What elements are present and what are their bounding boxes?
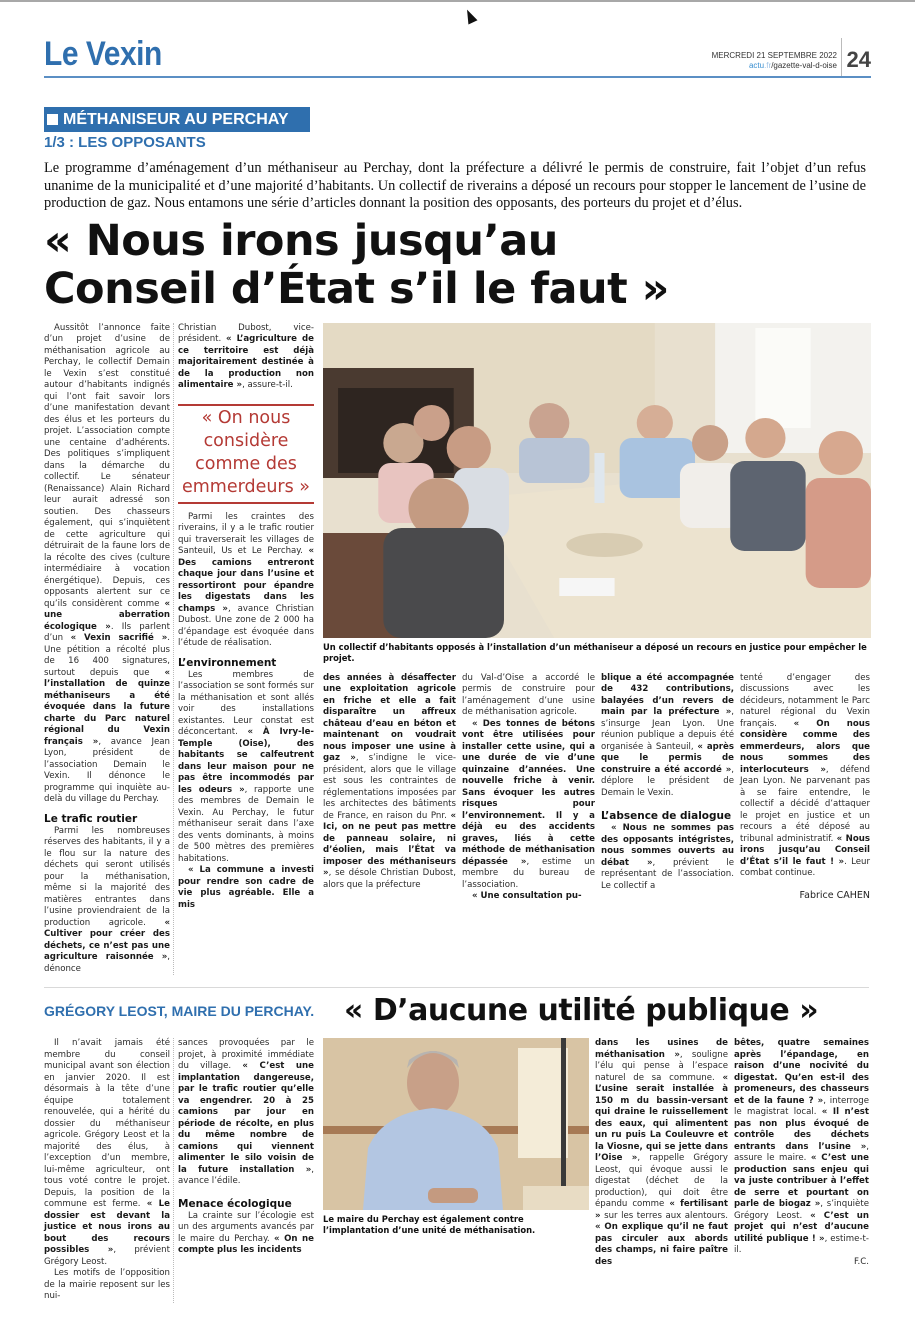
quote-run: « Des tonnes de bétons vont être utilisées pour installer cette usine, qui a une durée de vie d’une quinzaine d’années. Une nouvelle friche à venir. Sans évoquer les autres risques pour l’environnement. Il y a déjà eu des accidents graves, liés à cette méthode de méthanisation dépassée »	[462, 718, 595, 867]
paragraph	[44, 323, 170, 806]
paragraph	[178, 865, 314, 911]
paragraph	[178, 323, 314, 392]
quote-run: dans les usines de méthanisation »	[595, 1038, 728, 1060]
article1-column-2	[174, 323, 314, 912]
text-run: . Une pétition a récolté plus de 16 400 signatures, surtout depuis que	[44, 633, 170, 678]
paragraph	[44, 1038, 170, 1268]
text-run: , avance Jean Lyon, président de l’association Demain le Vexin. Il dénonce le programme qui inquiète au-delà du village du Perchay.	[44, 736, 170, 804]
headline-line-1: « Nous irons jusqu’au	[44, 215, 558, 266]
paragraph	[462, 891, 595, 903]
page-dateline	[712, 51, 837, 71]
text-run: du Val-d’Oise a accordé le permis de construire pour l’aménagement d’une usine de méthanisation agricole.	[462, 672, 595, 717]
text-run: , avance Christian Dubost. Une zone de 2 000 ha d’épandage est évoquée dans l’étude de réalisation.	[178, 603, 314, 648]
text-run: , prévient le représentant de l’association. Le collectif a	[601, 857, 734, 891]
article-separator	[44, 987, 869, 988]
mayor-photo-block	[314, 1038, 589, 1236]
article2-kicker: GRÉGORY LEOST, MAIRE DU PERCHAY.	[44, 1003, 315, 1019]
paragraph	[740, 673, 870, 880]
subheading-menace: Menace écologique	[178, 1197, 292, 1210]
paragraph	[601, 673, 734, 800]
article1-column-4	[462, 673, 595, 903]
site-brand: actu	[748, 61, 765, 70]
quote-run: « Nous irons jusqu’au Conseil d’État s’il le faut ! »	[740, 833, 871, 867]
page-number: 24	[846, 47, 871, 72]
text-run: Parmi les craintes des riverains, il y a le trafic routier qui traverserait les villages de Santeuil, Us et Le Perchay.	[178, 511, 314, 556]
quote-run: « Nous ne sommes pas des opposants intégristes, nous sommes ouverts au débat »	[601, 823, 734, 868]
article2-column-4	[728, 1038, 869, 1268]
quote-run: « C’est une implantation dangereuse, par le trafic routier qu’elle va engendrer. 20 à 25 camions par jour en période de récolte, en plus du même nombre de camions qui viennent alimenter le silo voisin de la future installation »	[178, 1061, 314, 1175]
quote-run: « À Ivry-le-Temple (Oise), des habitants se calfeutrent dans leur maison pour ne pas être incommodés par les odeurs »	[178, 727, 314, 795]
text-run: sances provoquées par le projet, à proximité immédiate du village.	[178, 1038, 314, 1071]
text-run: Parmi les nombreuses réserves des habitants, il y a le flou sur la nature des déchets qui seront utilisés pour la méthanisation, même si la majorité des matières entrantes dans l’usine proviendraient de la production agricole.	[44, 825, 170, 928]
paragraph	[178, 512, 314, 650]
text-run: Les membres de l’association se sont formés sur la méthanisation et sont allés voir des installations existantes. Leur constat est déconcertant.	[178, 669, 314, 737]
article2-column-1	[44, 1038, 174, 1303]
article1-right-block	[314, 323, 871, 903]
quote-run: « Il n’est pas non plus évoqué de contrôle des déchets entrants dans l’usine »	[734, 1107, 869, 1152]
quote-run: « Cultiver pour créer des déchets, ce n’est pas une agriculture raisonnée »	[44, 917, 170, 962]
article-headline	[44, 217, 871, 313]
quote-run: « On ne compte plus les incidents	[178, 1233, 315, 1255]
text-run: Christian Dubost, vice-président.	[178, 322, 314, 344]
quote-run: « Des camions entreront chaque jour dans l’usine et ressortiront pour épandre les digestats dans les champs »	[178, 546, 314, 614]
article2-column-2	[174, 1038, 314, 1257]
quote-run: « Vexin sacrifié »	[70, 633, 168, 643]
subheading-trafic: Le trafic routier	[44, 812, 138, 825]
quote-run: « On nous considère comme des emmerdeurs, alors que nous sommes des interlocuteurs »	[740, 718, 870, 775]
quote-run: « l’installation de quinze méthaniseurs a été évoquée dans la future charte du Parc naturel régional du Vexin français »	[44, 667, 170, 747]
quote-run: « On explique qu’il ne faut pas circuler aux abords des champs, ni faire paître des	[595, 1222, 728, 1267]
text-run: , dénonce	[44, 952, 170, 974]
article1-column-3	[323, 673, 456, 892]
quote-run: « L’usine serait installée à 150 m du bassin-versant qui draine le ruissellement des eaux, qui alimentent un ru puis La Couleuvre et la Viosne, qui se jette dans l’Oise »	[595, 1072, 728, 1163]
article1-lower-columns	[323, 673, 871, 903]
text-run: , estime un membre du bureau de l’association.	[462, 856, 595, 890]
text-run: , interroge le magistrat local.	[734, 1095, 869, 1117]
quote-run: « Ici, on ne peut pas mettre de panneau solaire, ni d’éolien, mais l’État va imposer des méthaniseurs »	[323, 810, 456, 878]
article2-column-3	[589, 1038, 728, 1268]
article-lead: Le programme d’aménagement d’un méthaniseur au Perchay, dont la préfecture a délivré le permis de construire, fait l’objet d’un refus unanime de la municipalité et d’une majorité d’habitants. Un collectif de riverains a déposé un recours pour stopper le lancement de l’usine de production de gaz. Nous entamons une série d’articles donnant la position des opposants, des porteurs du projet et d’élus.	[44, 160, 866, 211]
article2-body	[44, 1038, 871, 1303]
quote-run: blique a été accompagnée de 432 contributions, balayées d’un revers de main par la préfecture »	[601, 672, 734, 717]
quote-run: « Le dossier est devant la justice et nous irons au bout des recours possibles »	[44, 1199, 170, 1255]
text-run: La crainte sur l’écologie est un des arguments avancés par le maire du Perchay.	[178, 1210, 314, 1244]
author-signature: Fabrice CAHEN	[799, 889, 870, 901]
quote-run: « fertilisant »	[595, 1199, 728, 1221]
paragraph	[323, 673, 456, 892]
headline-line-2: Conseil d’État s’il le faut »	[44, 263, 669, 314]
square-bullet-icon	[47, 114, 58, 125]
text-run: , défend Jean Lyon. Ne parvenant pas à se faire entendre, le collectif a décidé d’attaquer le projet en justice et un recours a été déposé au tribunal administratif.	[740, 764, 870, 844]
text-run: Il n’avait jamais été membre du conseil municipal avant son élection en janvier 2020. Il est désormais à la tête d’une équipe totalement renouvelée, qui a hérité du dossier du méthaniseur agricole. Grégory Leost et la majorité des élus, à l’exception d’un membre, lui-même agriculteur, ont tous voté contre le projet. Depuis, la position de la commune est ferme.	[44, 1038, 170, 1209]
page-header	[44, 34, 871, 78]
group-photo-caption: Un collectif d’habitants opposés à l’installation d’un méthaniseur a déposé un recours en justice pour empêcher le projet.	[323, 641, 867, 663]
text-run: , se désole Christian Dubost, alors que la préfecture	[323, 868, 456, 890]
paragraph	[462, 673, 595, 719]
quote-run: « Une consultation pu-	[472, 891, 582, 901]
text-run: Aussitôt l’annonce faite d’un projet d’usine de méthanisation agricole au Perchay, le collectif Demain le Vexin s’est constitué autour d’habitants indignés qui l’ont fait savoir lors d’une manifestation devant des élus et les porteurs du projet. L’association compte une centaine d’adhérents. Des politiques s’impliquent dans la démarche du collectif. Le sénateur (Renaissance) Alain Richard leur aurait adressé son soutien. Des chasseurs également, qui s’inquiètent de cette agriculture qui détruirait de la faune lors de la récolte des cives (culture intermédiaire à vocation énergétique). Depuis, ces opposants alertent sur ce qu’ils considèrent comme	[44, 322, 170, 609]
text-run: , déplore le président de Demain le Vexin.	[601, 764, 734, 798]
series-label: 1/3 : LES OPPOSANTS	[44, 134, 206, 151]
paragraph	[178, 1211, 314, 1257]
text-run: , assure le maire.	[734, 1141, 869, 1163]
quote-run: bêtes, quatre semaines après l’épandage, en raison d’une nocivité du digestat. Qu’en est-il des promeneurs, des chasseurs et de la faune ? »	[734, 1038, 869, 1106]
quote-run: « après que le permis de construire a été accordé »	[601, 741, 734, 775]
text-run: . Ils parlent d’un	[44, 621, 170, 643]
pull-quote: « On nous considère comme des emmerdeurs »	[178, 404, 314, 504]
quote-run: « C’est un projet qui n’est d’aucune utilité publique ! »	[734, 1210, 869, 1244]
paragraph	[44, 826, 170, 976]
text-run: , s’indigne le vice-président, alors que le village est sous les contraintes de réglementations imposées par les architectes des bâtiments de France, en raison du Pnr.	[323, 753, 457, 821]
subheading-environnement: L’environnement	[178, 656, 277, 669]
paragraph	[178, 670, 314, 866]
site-tld: .fr	[764, 61, 772, 70]
text-run: , rappelle Grégory Leost, qui évoque aussi le digestat (déchet de la production), qui doit être épandu comme	[595, 1153, 728, 1209]
quote-run: des années à désaffecter une exploitation agricole en friche et elle a fait disparaître un affreux château d’eau en béton et maintenant on voudrait nous imposer une usine à gaz »	[323, 672, 456, 763]
text-run: , avance l’édile.	[178, 1164, 314, 1186]
text-run: . Leur combat continue.	[740, 856, 870, 878]
article-kicker	[44, 107, 310, 132]
group-photo	[323, 323, 871, 638]
article2-header	[44, 992, 871, 1030]
site-url[interactable]	[712, 61, 837, 71]
paragraph	[462, 719, 595, 892]
text-run: , s’insurge Jean Lyon. Une réunion publique a depuis été organisée à Santeuil,	[601, 707, 734, 752]
paragraph	[178, 1038, 314, 1188]
issue-date: MERCREDI 21 SEPTEMBRE 2022	[711, 51, 837, 60]
quote-run: « La commune a investi pour rendre son cadre de vie plus agréable. Elle a mis	[178, 865, 314, 910]
paragraph	[595, 1038, 728, 1268]
paragraph	[44, 1268, 170, 1303]
mayor-photo-caption: Le maire du Perchay est également contre l’implantation d’une unité de méthanisation.	[323, 1214, 536, 1235]
mayor-photo-image	[323, 1038, 589, 1210]
page-number-divider	[841, 38, 842, 76]
article2-headline: « D’aucune utilité publique »	[344, 993, 819, 1028]
text-run: , s’inquiète Grégory Leost.	[734, 1199, 869, 1221]
article1-body	[44, 323, 871, 976]
text-run: , assure-t-il.	[242, 380, 293, 390]
mayor-photo	[323, 1038, 589, 1210]
kicker-text: MÉTHANISEUR AU PERCHAY	[63, 111, 289, 128]
quote-run: « C’est une production sans enjeu qui va juste contribuer à l’effet de serre et pourtant on parle de biogaz »	[734, 1153, 870, 1209]
article1-column-6	[740, 673, 870, 902]
text-run: tenté d’engager des discussions avec les décideurs, notamment le Parc naturel régional du Vexin français.	[740, 672, 870, 729]
text-run: Les motifs de l’opposition de la mairie reposent sur les nui-	[44, 1268, 170, 1301]
quote-run: « L’agriculture de ce territoire est déjà majoritairement destinée à de la production non alimentaire »	[178, 334, 314, 390]
author-initials: F.C.	[853, 1256, 869, 1267]
text-run: , rapporte une des membres de Demain le Vexin. Au Perchay, le futur méthaniseur serait dans l’axe des vents dominants, à moins de 500 mètres des premières habitations.	[178, 784, 314, 864]
subheading-dialogue: L’absence de dialogue	[601, 810, 732, 822]
quote-run: « une aberration écologique »	[44, 598, 170, 632]
group-photo-image	[323, 323, 871, 638]
paragraph	[734, 1038, 869, 1257]
article1-left-columns	[44, 323, 314, 976]
text-run: sur les terres aux alentours.	[600, 1210, 728, 1221]
site-path: /gazette-val-d-oise	[771, 61, 837, 70]
article1-column-5	[601, 673, 734, 893]
text-run: , souligne l’élu qui pense à l’espace naturel de sa commune.	[595, 1049, 729, 1083]
text-run: , prévient Grégory Leost.	[44, 1245, 170, 1267]
section-rubric: Le Vexin	[44, 35, 162, 73]
article1-column-1	[44, 323, 174, 976]
paragraph	[601, 823, 734, 892]
text-run: , estime-t-il.	[734, 1233, 870, 1255]
